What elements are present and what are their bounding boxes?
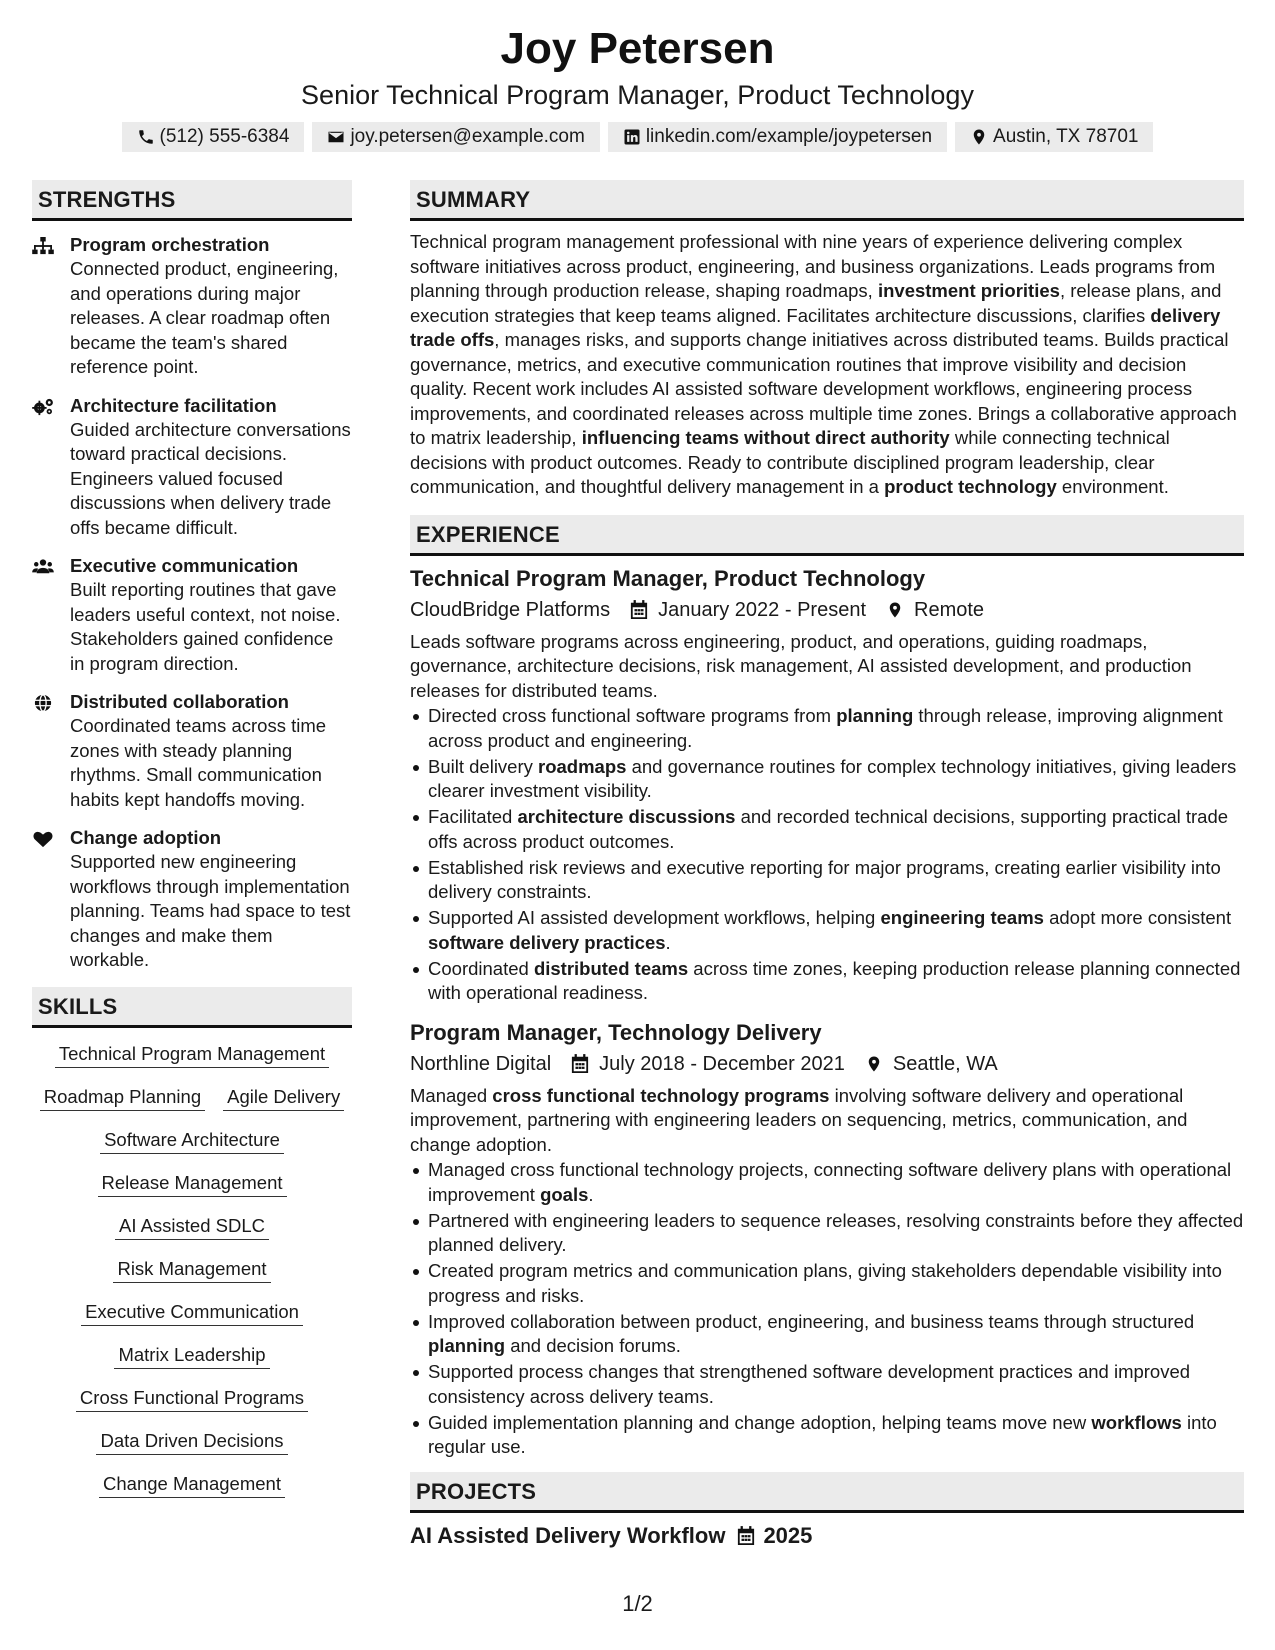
job-title: Technical Program Manager, Product Technology xyxy=(410,565,926,591)
strengths-heading: STRENGTHS xyxy=(32,180,352,221)
skill-tag: Cross Functional Programs xyxy=(76,1386,308,1412)
strength-title: Change adoption xyxy=(70,827,222,848)
skill-tag: Data Driven Decisions xyxy=(96,1429,287,1455)
contact-bar xyxy=(0,122,1275,152)
job-dates: January 2022 - Present xyxy=(658,598,866,621)
resume-header xyxy=(0,0,1275,152)
skill-tag: Software Architecture xyxy=(100,1128,284,1154)
job-bullet: Improved collaboration between product, engineering, and business teams through structured planning and decision forums. xyxy=(410,1310,1244,1359)
skill-tag: Agile Delivery xyxy=(223,1085,344,1111)
contact-email[interactable] xyxy=(312,122,599,152)
job-company: CloudBridge Platforms xyxy=(410,598,611,621)
page-number: 1/2 xyxy=(622,1591,653,1616)
strength-title: Executive communication xyxy=(70,555,299,576)
job-location: Seattle, WA xyxy=(892,1052,998,1075)
emphasis-text: delivery trade offs xyxy=(410,304,1221,350)
emphasis-text: workflows xyxy=(1091,1411,1182,1433)
contact-location-text: Austin, TX 78701 xyxy=(993,126,1139,147)
job-title: Program Manager, Technology Delivery xyxy=(410,1019,822,1045)
skills-list xyxy=(32,1042,352,1498)
emphasis-text: influencing teams without direct authority xyxy=(581,427,950,448)
strength-item xyxy=(32,690,352,812)
job-location: Remote xyxy=(914,598,985,621)
org-chart-icon xyxy=(32,237,54,255)
contact-location[interactable] xyxy=(955,122,1153,152)
job-bullet: Established risk reviews and executive reporting for major programs, creating earlier visibility into delivery constraints. xyxy=(410,856,1244,905)
job-dates: July 2018 - December 2021 xyxy=(599,1052,845,1075)
strength-desc: Coordinated teams across time zones with steady planning rhythms. Small communication habits kept handoffs moving. xyxy=(70,715,327,810)
project-year: 2025 xyxy=(763,1522,813,1548)
strength-item xyxy=(32,233,352,380)
calendar-icon xyxy=(630,600,648,620)
emphasis-text: engineering teams xyxy=(880,907,1044,928)
contact-linkedin-text: linkedin.com/example/joypetersen xyxy=(645,126,933,147)
skill-tag: Technical Program Management xyxy=(55,1042,329,1068)
job-bullet: Directed cross functional software programs from planning through release, improving alignment across product and engineering. xyxy=(410,704,1244,753)
job-description: Leads software programs across engineering, product, and operations, guiding roadmaps, governance, architecture decisions, risk management, AI assisted development, and production releases for distributed teams. xyxy=(410,630,1192,701)
job-bullet: Built delivery roadmaps and governance routines for complex technology initiatives, giving leaders clearer investment visibility. xyxy=(410,755,1244,804)
skill-tag: Change Management xyxy=(99,1472,285,1498)
users-icon xyxy=(32,558,54,576)
project-item xyxy=(410,1521,1244,1551)
skill-tag: Risk Management xyxy=(113,1257,270,1283)
job-entry xyxy=(410,564,1244,1006)
strength-item xyxy=(32,826,352,973)
job-bullet: Guided implementation planning and change adoption, helping teams move new workflows into regular use. xyxy=(410,1411,1244,1460)
strength-desc: Connected product, engineering, and operations during major releases. A clear roadmap often became the team's shared reference point. xyxy=(70,258,339,377)
skill-tag: Executive Communication xyxy=(81,1300,303,1326)
emphasis-text: planning xyxy=(836,705,914,726)
emphasis-text: cross functional technology programs xyxy=(492,1084,830,1106)
job-company: Northline Digital xyxy=(410,1052,552,1075)
job-bullets xyxy=(410,704,1244,1006)
strength-title: Distributed collaboration xyxy=(70,691,289,712)
globe-icon xyxy=(32,694,54,712)
location-pin-icon xyxy=(970,128,988,146)
project-title: AI Assisted Delivery Workflow xyxy=(410,1522,726,1548)
contact-phone[interactable] xyxy=(122,122,305,152)
job-bullet: Facilitated architecture discussions and recorded technical decisions, supporting practical trade offs across product outcomes. xyxy=(410,805,1244,854)
contact-phone-text: (512) 555-6384 xyxy=(159,126,290,147)
strength-item xyxy=(32,554,352,676)
contact-email-text: joy.petersen@example.com xyxy=(350,126,585,147)
emphasis-text: roadmaps xyxy=(538,755,627,777)
strength-desc: Built reporting routines that gave leaders useful context, not noise. Stakeholders gained confidence in program direction. xyxy=(70,579,341,674)
summary-text: Technical program management professional with nine years of experience delivering complex software initiatives across product, engineering, and business organizations. Leads programs from planning through production release, shaping roadmaps, investment priorities, release plans, and execution strategies that keep teams aligned. Facilitates architecture discussions, clarifies delivery trade offs, manages risks, and supports change initiatives across distributed teams. Builds practical governance, metrics, and executive communication routines that improve visibility and decision quality. Recent work includes AI assisted software development workflows, engineering process improvements, and coordinated releases across multiple time zones. Brings a collaborative approach to matrix leadership, influencing teams without direct authority while connecting technical decisions with product outcomes. Ready to contribute disciplined program leadership, clear communication, and thoughtful delivery management in a product technology environment. xyxy=(410,231,1237,497)
projects-section xyxy=(410,1472,1244,1551)
skill-tag: Matrix Leadership xyxy=(114,1343,269,1369)
strengths-list xyxy=(32,233,352,973)
job-bullet: Created program metrics and communication plans, giving stakeholders dependable visibility into progress and risks. xyxy=(410,1259,1244,1308)
emphasis-text: architecture discussions xyxy=(517,806,736,827)
location-pin-icon xyxy=(865,1054,883,1074)
strength-desc: Guided architecture conversations toward practical decisions. Engineers valued focused discussions when delivery trade offs became difficult. xyxy=(70,418,351,538)
job-bullet: Managed cross functional technology projects, connecting software delivery plans with operational improvement goals. xyxy=(410,1158,1244,1207)
emphasis-text: investment priorities xyxy=(877,280,1060,301)
gears-icon xyxy=(32,398,54,416)
job-bullet: Partnered with engineering leaders to sequence releases, resolving constraints before they affected planned delivery. xyxy=(410,1209,1244,1258)
job-description: Managed cross functional technology programs involving software delivery and operational improvement, partnering with engineering leaders on sequencing, metrics, communication, and change adoption. xyxy=(410,1084,1188,1155)
summary-heading: SUMMARY xyxy=(410,180,1244,221)
strength-title: Program orchestration xyxy=(70,234,270,255)
phone-icon xyxy=(137,128,155,146)
right-column xyxy=(410,180,1244,1551)
skill-tag: Roadmap Planning xyxy=(40,1085,205,1111)
job-meta xyxy=(410,596,1244,624)
email-icon xyxy=(327,128,345,146)
calendar-icon xyxy=(571,1054,589,1074)
job-bullet: Supported AI assisted development workflows, helping engineering teams adopt more consistent software delivery practices. xyxy=(410,906,1244,955)
heart-icon xyxy=(32,830,54,848)
emphasis-text: planning xyxy=(428,1335,506,1356)
strength-title: Architecture facilitation xyxy=(70,394,277,416)
calendar-icon xyxy=(737,1526,755,1546)
emphasis-text: product technology xyxy=(884,476,1057,497)
job-bullet: Supported process changes that strengthened software development practices and improved consistency across delivery teams. xyxy=(410,1360,1244,1409)
emphasis-text: goals xyxy=(540,1183,589,1205)
skill-tag: Release Management xyxy=(98,1171,287,1197)
location-pin-icon xyxy=(886,600,904,620)
linkedin-icon xyxy=(623,128,641,146)
emphasis-text: distributed teams xyxy=(533,957,689,979)
strength-desc: Supported new engineering workflows through implementation planning. Teams had space to test changes and make them workable. xyxy=(70,851,351,970)
job-bullet: Coordinated distributed teams across time zones, keeping production release planning connected with operational readiness. xyxy=(410,957,1244,1006)
projects-heading: PROJECTS xyxy=(410,1472,1244,1513)
left-column xyxy=(32,180,352,1515)
experience-heading: EXPERIENCE xyxy=(410,515,1244,556)
job-meta xyxy=(410,1050,1244,1078)
skill-tag: AI Assisted SDLC xyxy=(115,1214,269,1240)
candidate-title: Senior Technical Program Manager, Product Technology xyxy=(301,80,974,110)
emphasis-text: software delivery practices xyxy=(428,931,666,953)
contact-linkedin[interactable] xyxy=(608,122,947,152)
skills-heading: SKILLS xyxy=(32,987,352,1028)
job-bullets xyxy=(410,1158,1244,1460)
job-entry xyxy=(410,1018,1244,1460)
strength-item xyxy=(32,394,352,541)
candidate-name: Joy Petersen xyxy=(500,24,775,73)
